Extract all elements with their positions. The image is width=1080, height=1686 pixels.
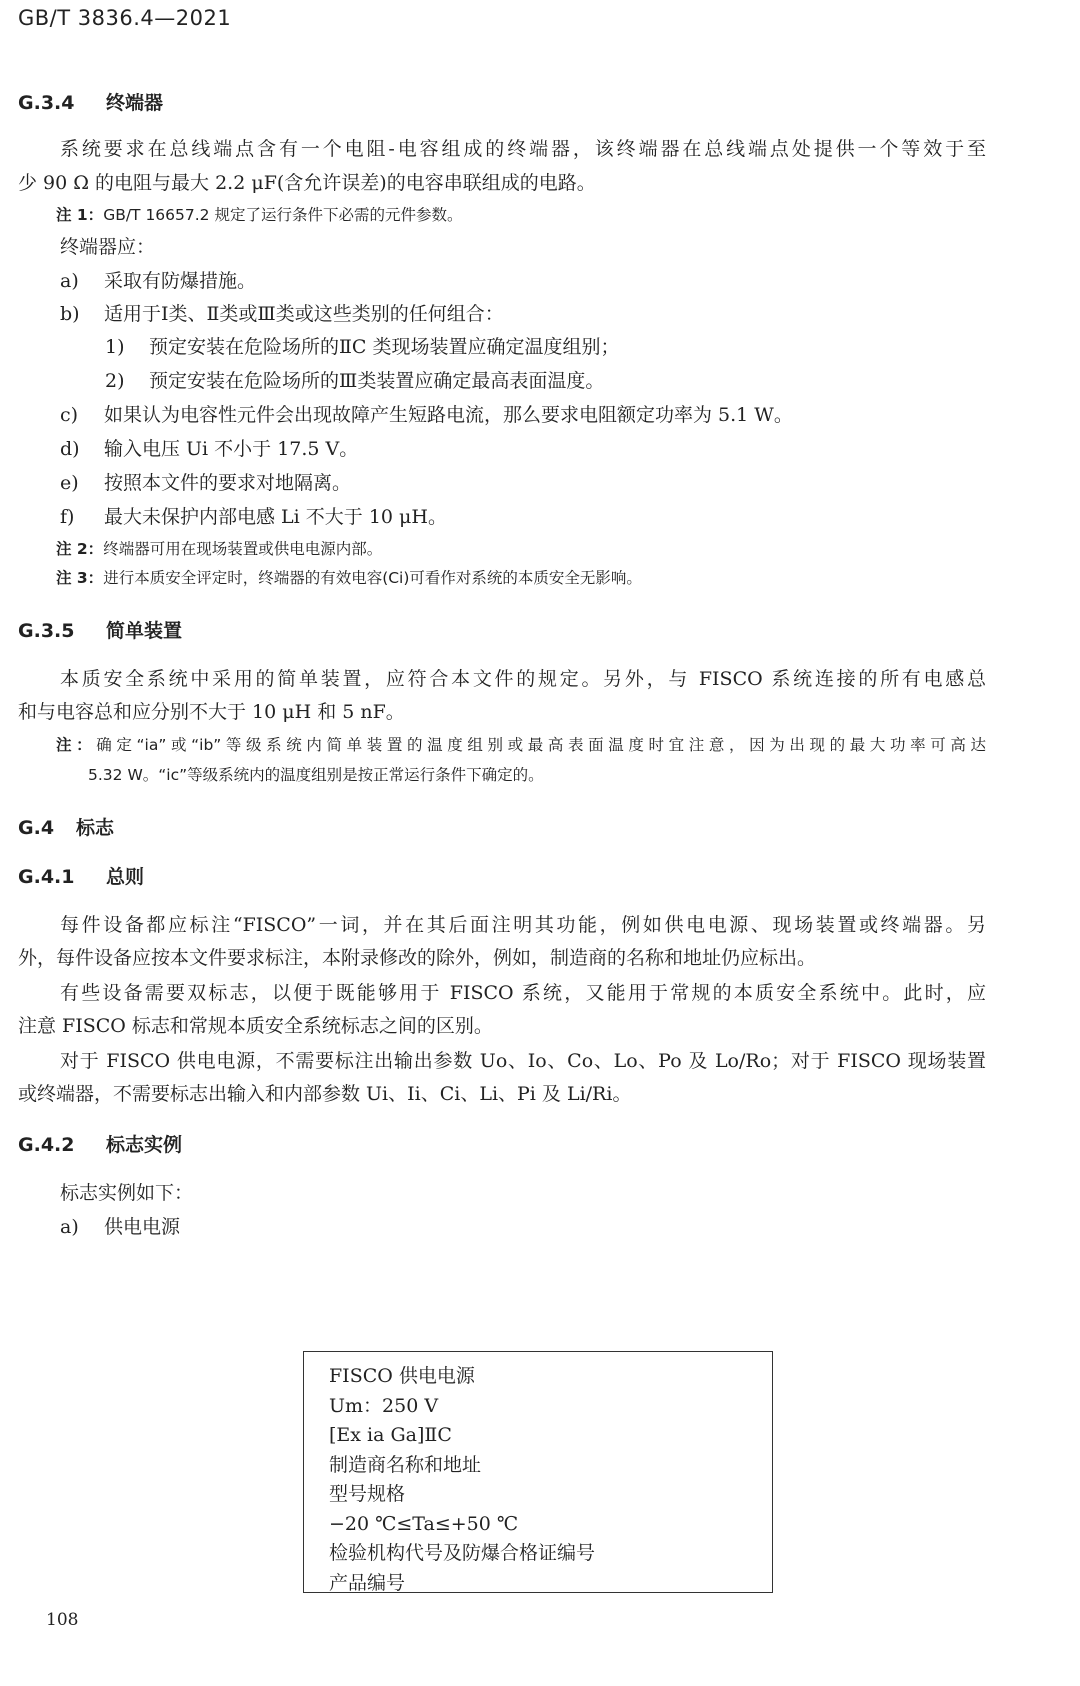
paragraph-line: 注意 FISCO 标志和常规本质安全系统标志之间的区别。: [18, 1015, 493, 1037]
section-title: 终端器: [106, 92, 164, 114]
list-label: b): [60, 303, 80, 325]
list-label: 2): [105, 370, 125, 392]
section-number: G.4.1: [18, 866, 75, 888]
list-label: f): [60, 506, 75, 528]
lead-text: 终端器应：: [60, 236, 156, 258]
section-heading-g42: [18, 1130, 182, 1157]
section-title: 简单装置: [106, 620, 183, 642]
note-text: 进行本质安全评定时，终端器的有效电容(Ci)可看作对系统的本质安全无影响。: [103, 569, 642, 587]
section-heading-g34: [18, 88, 163, 115]
note-label: 注 2：: [56, 540, 104, 558]
section-heading-g35: [18, 616, 182, 643]
paragraph-line: 对于 FISCO 供电电源，不需要标注出输出参数 Uo、Io、Co、Lo、Po 及 Lo/Ro；对于 FISCO 现场装置: [60, 1050, 986, 1072]
paragraph-line: 或终端器，不需要标志出输入和内部参数 Ui、Ii、Ci、Li、Pi 及 Li/Ri。: [18, 1083, 632, 1105]
section-title: 标志: [76, 817, 115, 839]
note-3: [56, 566, 642, 588]
list-text: 预定安装在危险场所的ⅡC 类现场装置应确定温度组别；: [149, 336, 620, 358]
list-item-a: [60, 1212, 180, 1239]
note-2: [56, 537, 382, 559]
paragraph-line: 每件设备都应标注“FISCO”一词，并在其后面注明其功能，例如供电电源、现场装置或终端器。另: [60, 914, 986, 936]
marking-line: [Ex ia Ga]ⅡC: [329, 1424, 452, 1446]
note-text: 终端器可用在现场装置或供电电源内部。: [103, 540, 383, 558]
list-item-a: [60, 266, 256, 293]
marking-line: 型号规格: [329, 1483, 406, 1505]
note-label: 注 3：: [56, 569, 104, 587]
list-text: 输入电压 Ui 不小于 17.5 V。: [104, 438, 359, 460]
marking-line: 检验机构代号及防爆合格证编号: [329, 1542, 596, 1564]
paragraph-line: 本质安全系统中采用的简单装置，应符合本文件的规定。另外，与 FISCO 系统连接的所有电感总: [60, 668, 986, 690]
list-label: d): [60, 438, 80, 460]
list-label: a): [60, 1216, 79, 1238]
list-item-c: [60, 400, 793, 427]
paragraph-line: 系统要求在总线端点含有一个电阻-电容组成的终端器，该终端器在总线端点处提供一个等效于至: [60, 138, 986, 160]
marking-line: −20 ℃≤Ta≤+50 ℃: [329, 1512, 519, 1535]
list-text: 按照本文件的要求对地隔离。: [104, 472, 352, 494]
section-title: 总则: [106, 866, 145, 888]
list-text: 预定安装在危险场所的Ⅲ类装置应确定最高表面温度。: [149, 370, 605, 392]
note-text: 确定“ia”或“ib”等级系统内简单装置的温度组别或最高表面温度时宜注意，因为出现的最大功率可高达: [96, 736, 986, 754]
section-number: G.4: [18, 817, 55, 839]
list-text: 如果认为电容性元件会出现故障产生短路电流，那么要求电阻额定功率为 5.1 W。: [104, 404, 793, 426]
list-item-d: [60, 434, 358, 461]
list-item-e: [60, 468, 351, 495]
section-number: G.3.5: [18, 620, 75, 642]
list-text: 最大未保护内部电感 Li 不大于 10 μH。: [104, 506, 447, 528]
standard-header: GB/T 3836.4—2021: [18, 6, 232, 30]
note-g35: [56, 733, 986, 755]
sub-item-1: [105, 332, 620, 359]
paragraph-line: 有些设备需要双标志，以便于既能够用于 FISCO 系统，又能用于常规的本质安全系统中。此时，应: [60, 982, 986, 1004]
list-label: c): [60, 404, 79, 426]
sub-item-2: [105, 366, 604, 393]
marking-example-box: [303, 1351, 773, 1593]
section-heading-g41: [18, 862, 144, 889]
marking-line: 制造商名称和地址: [329, 1453, 482, 1476]
section-title: 标志实例: [106, 1134, 183, 1156]
section-heading-g4: [18, 813, 114, 840]
paragraph-line: 和与电容总和应分别不大于 10 μH 和 5 nF。: [18, 701, 405, 723]
note-label: 注：: [56, 736, 97, 754]
note-1: [56, 203, 462, 225]
paragraph-line: 少 90 Ω 的电阻与最大 2.2 μF(含允许误差)的电容串联组成的电路。: [18, 172, 596, 194]
list-label: a): [60, 270, 79, 292]
list-label: e): [60, 472, 79, 494]
note-continuation: 5.32 W。“ic”等级系统内的温度组别是按正常运行条件下确定的。: [88, 766, 544, 784]
marking-line: 产品编号: [329, 1571, 406, 1594]
list-item-f: [60, 502, 447, 529]
paragraph-line: 外，每件设备应按本文件要求标注，本附录修改的除外，例如，制造商的名称和地址仍应标出。: [18, 947, 817, 969]
section-number: G.4.2: [18, 1134, 75, 1156]
section-number: G.3.4: [18, 92, 75, 114]
note-text: GB/T 16657.2 规定了运行条件下必需的元件参数。: [103, 206, 463, 224]
marking-line: FISCO 供电电源: [329, 1365, 475, 1387]
marking-line: Um：250 V: [329, 1394, 439, 1417]
list-label: 1): [105, 336, 125, 358]
list-text: 供电电源: [104, 1216, 181, 1238]
page-number: 108: [46, 1610, 79, 1630]
note-label: 注 1：: [56, 206, 104, 224]
list-text: 采取有防爆措施。: [104, 270, 257, 292]
list-text: 适用于Ⅰ类、Ⅱ类或Ⅲ类或这些类别的任何组合：: [104, 303, 504, 325]
lead-text: 标志实例如下：: [60, 1182, 194, 1204]
list-item-b: [60, 299, 504, 326]
